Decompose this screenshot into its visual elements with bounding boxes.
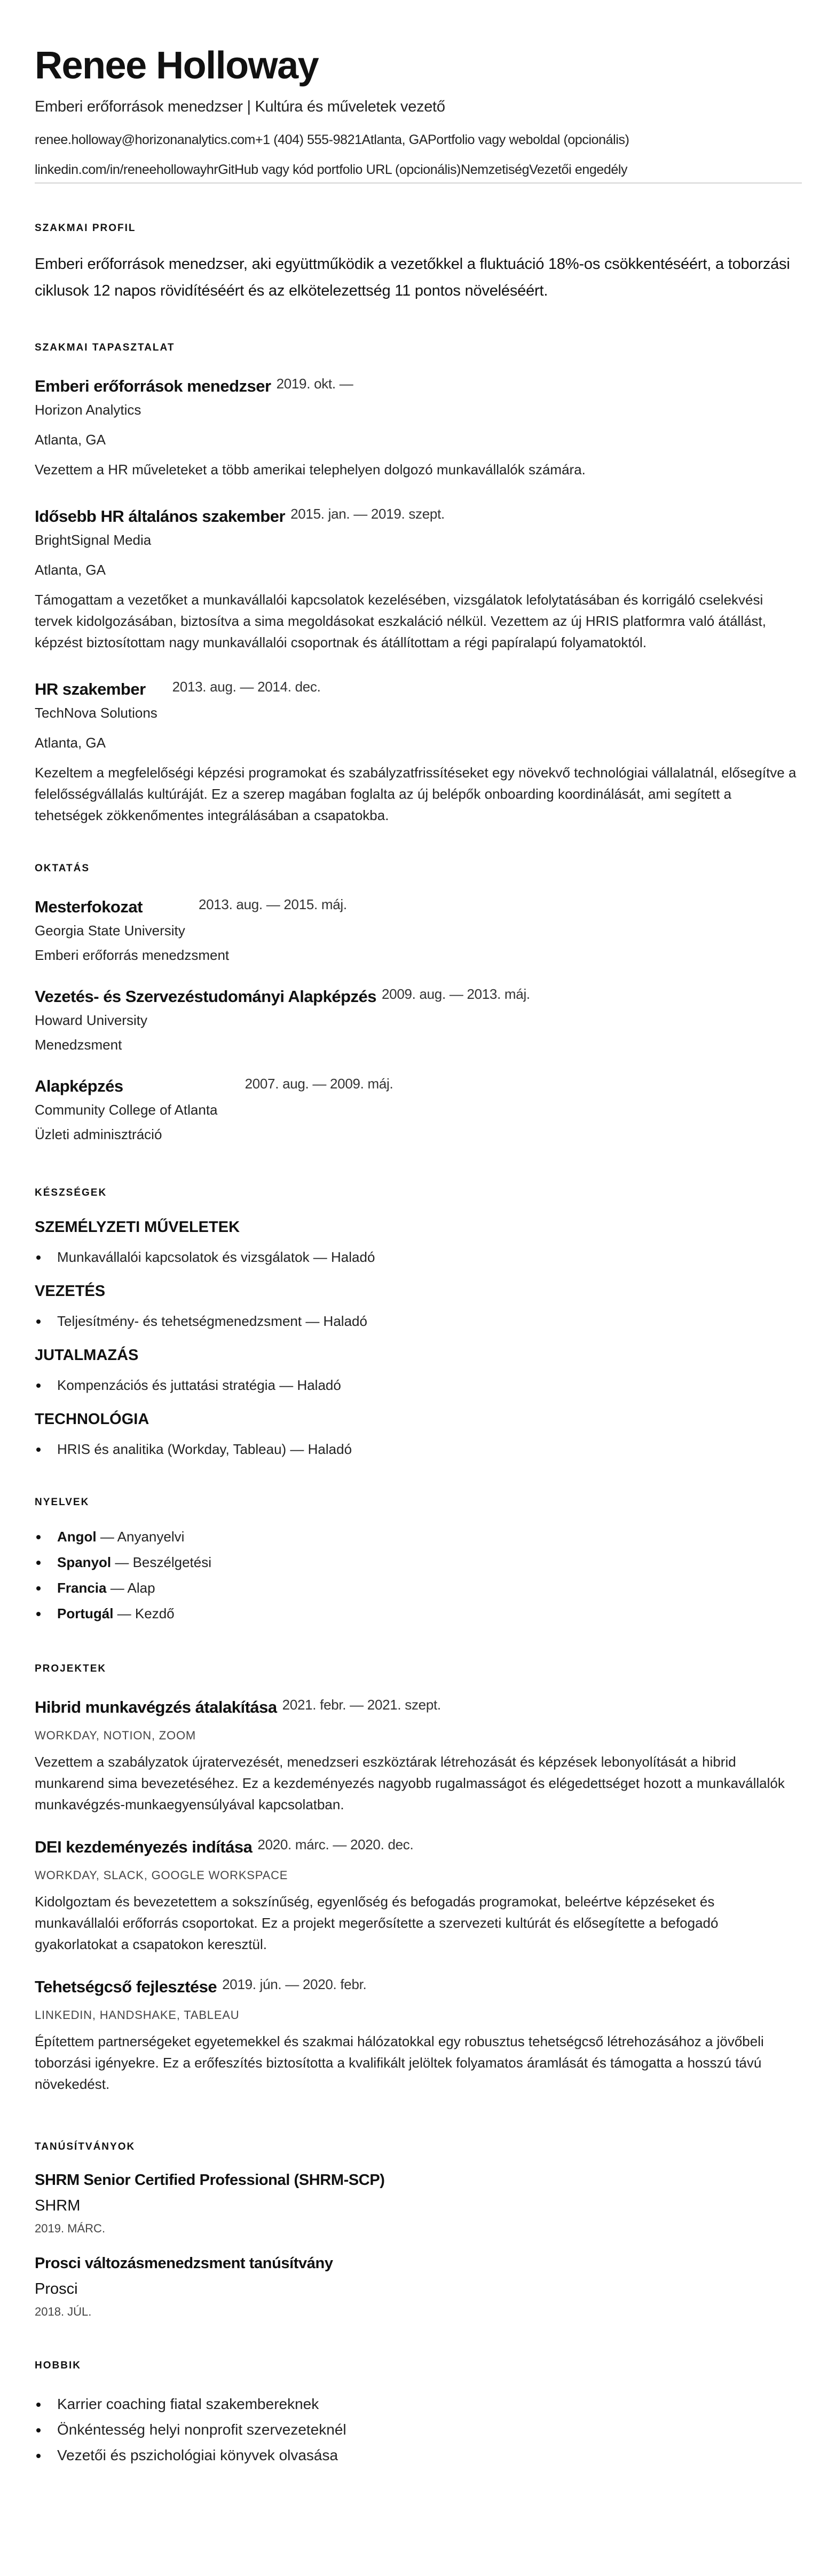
- project-description: Építettem partnerségeket egyetemekkel és szakmai hálózatokkal egy robusztus tehetségcső létrehozásához a jövőbeli toborzási igényekre. Ez a erőfeszítés biztosította a kvalifikált jelöltek folyamatos áramlását és támogatta a hosszú távú növekedést.: [35, 2033, 764, 2092]
- project-tags: WORKDAY, NOTION, ZOOM: [35, 1729, 196, 1742]
- linkedin-link[interactable]: linkedin.com/in/reneehollowayhr: [35, 162, 218, 177]
- projects-section: [35, 1663, 802, 2095]
- hobby-item: Önkéntesség helyi nonprofit szervezeteknél: [35, 2417, 802, 2443]
- school: Georgia State University: [35, 923, 185, 939]
- section-title: PROJEKTEK: [35, 1663, 107, 1674]
- project-tags: WORKDAY, SLACK, GOOGLE WORKSPACE: [35, 1869, 288, 1882]
- language-item: [35, 1549, 802, 1575]
- skill-group: [35, 1410, 802, 1460]
- field-of-study: Menedzsment: [35, 1037, 122, 1053]
- project-title: Tehetségcső fejlesztése: [35, 1977, 217, 1996]
- drivers-license: Vezetői engedély: [529, 162, 628, 177]
- hobby-item: Karrier coaching fiatal szakembereknek: [35, 2391, 802, 2417]
- project-date: 2021. febr. — 2021. szept.: [282, 1697, 441, 1713]
- certification-item: [35, 2254, 802, 2320]
- experience-item: [35, 506, 802, 653]
- section-title: KÉSZSÉGEK: [35, 1187, 107, 1198]
- skill-item: Teljesítmény- és tehetségmenedzsment — Haladó: [35, 1310, 802, 1332]
- skill-category: JUTALMAZÁS: [35, 1347, 139, 1364]
- job-description: Kezeltem a megfelelőségi képzési programokat és szabályzatfrissítéseket egy növekvő technológiai vállalatnál, elősegítve a felelősségvállalás kultúráját. Ez a szerep magában foglalta az új belépők onboarding koordinálását, ami segített a tehetségek zökkenőmentes integrálásában a csapatokba.: [35, 765, 797, 823]
- language-level: — Anyanyelvi: [96, 1529, 185, 1545]
- project-item: [35, 1976, 802, 2095]
- section-title: NYELVEK: [35, 1497, 90, 1508]
- skill-group: [35, 1218, 802, 1268]
- skills-section: [35, 1187, 802, 1460]
- section-title: SZAKMAI PROFIL: [35, 222, 136, 234]
- skill-category: VEZETÉS: [35, 1283, 106, 1300]
- language-item: [35, 1524, 802, 1549]
- degree: Vezetés- és Szervezéstudományi Alapképzés: [35, 987, 376, 1006]
- language-item: [35, 1601, 802, 1626]
- education-item: [35, 986, 802, 1054]
- resume-header: [35, 42, 802, 184]
- project-title: Hibrid munkavégzés átalakítása: [35, 1698, 277, 1716]
- job-date: 2015. jan. — 2019. szept.: [290, 506, 445, 522]
- profile-text: Emberi erőforrások menedzser, aki együttműködik a vezetőkkel a fluktuáció 18%-os csökkentéséért, a toborzási ciklusok 12 napos rövidítéséért és az elkötelezettség 11 pontos növeléséért.: [35, 256, 790, 299]
- section-title: OKTATÁS: [35, 863, 90, 874]
- project-description: Vezettem a szabályzatok újratervezését, menedzseri eszköztárak létrehozását és képzések lebonyolítását a hibrid munkarend sima bevezetéséhez. Ez a kezdeményezés nagyobb rugalmasságot és elégedettséget hozott a munkavállalók munkavégzés-munkaegyensúlyával kapcsolatban.: [35, 1754, 785, 1812]
- company: Horizon Analytics: [35, 402, 141, 418]
- language-level: — Beszélgetési: [111, 1554, 212, 1570]
- skill-item: Munkavállalói kapcsolatok és vizsgálatok — Haladó: [35, 1246, 802, 1268]
- job-location: Atlanta, GA: [35, 562, 106, 578]
- phone: +1 (404) 555-9821: [255, 132, 362, 147]
- language-name: Francia: [57, 1580, 107, 1596]
- skill-group: [35, 1282, 802, 1332]
- skill-item: HRIS és analitika (Workday, Tableau) — Haladó: [35, 1438, 802, 1460]
- project-tags: LINKEDIN, HANDSHAKE, TABLEAU: [35, 2008, 240, 2022]
- job-location: Atlanta, GA: [35, 432, 106, 448]
- skill-category: TECHNOLÓGIA: [35, 1411, 149, 1428]
- field-of-study: Emberi erőforrás menedzsment: [35, 947, 230, 963]
- job-title: HR szakember: [35, 680, 146, 698]
- education-date: 2009. aug. — 2013. máj.: [382, 986, 530, 1002]
- project-date: 2019. jún. — 2020. febr.: [222, 1976, 367, 1992]
- education-item: [35, 1076, 802, 1144]
- field-of-study: Üzleti adminisztráció: [35, 1126, 162, 1142]
- project-date: 2020. márc. — 2020. dec.: [257, 1836, 414, 1853]
- section-title: TANÚSÍTVÁNYOK: [35, 2141, 136, 2152]
- candidate-name: Renee Holloway: [35, 44, 319, 87]
- skill-item: Kompenzációs és juttatási stratégia — Haladó: [35, 1374, 802, 1396]
- project-item: [35, 1697, 802, 1815]
- hobbies-section: [35, 2359, 802, 2468]
- languages-section: [35, 1496, 802, 1626]
- profile-section: [35, 222, 802, 304]
- language-name: Portugál: [57, 1605, 114, 1621]
- degree: Mesterfokozat: [35, 897, 143, 916]
- language-item: [35, 1575, 802, 1601]
- skill-group: [35, 1346, 802, 1396]
- degree: Alapképzés: [35, 1077, 123, 1095]
- github-link[interactable]: GitHub vagy kód portfolio URL (opcionális): [218, 162, 461, 177]
- language-name: Angol: [57, 1529, 97, 1545]
- portfolio-link[interactable]: Portfolio vagy weboldal (opcionális): [428, 132, 629, 147]
- experience-item: [35, 679, 802, 826]
- school: Howard University: [35, 1012, 147, 1028]
- certifications-section: [35, 2141, 802, 2320]
- project-item: [35, 1836, 802, 1955]
- certification-name: Prosci változásmenedzsment tanúsítvány: [35, 2255, 333, 2272]
- language-level: — Kezdő: [113, 1605, 175, 1621]
- education-section: [35, 862, 802, 1144]
- job-title: Emberi erőforrások menedzser: [35, 377, 271, 395]
- job-date: 2013. aug. — 2014. dec.: [172, 679, 321, 695]
- language-name: Spanyol: [57, 1554, 112, 1570]
- education-date: 2013. aug. — 2015. máj.: [198, 896, 347, 912]
- job-description: Támogattam a vezetőket a munkavállalói kapcsolatok kezelésében, vizsgálatok lefolytatásában és korrigáló cselekvési tervek kidolgozásában, biztosítva a sima megoldásokat eszkaláció nélkül. Vezettem az új HRIS platformra való átállást, képzést biztosítottam nagy munkavállalói csoportnak és átállítottam a régi papíralapú folyamatoktól.: [35, 592, 767, 650]
- nationality: Nemzetiség: [461, 162, 530, 177]
- email-link[interactable]: renee.holloway@horizonanalytics.com: [35, 132, 255, 147]
- headline: Emberi erőforrások menedzser | Kultúra és műveletek vezető: [35, 98, 445, 115]
- certification-item: [35, 2170, 802, 2237]
- certification-issuer: SHRM: [35, 2197, 81, 2214]
- section-title: HOBBIK: [35, 2360, 81, 2371]
- company: TechNova Solutions: [35, 705, 157, 721]
- education-date: 2007. aug. — 2009. máj.: [245, 1076, 393, 1092]
- experience-section: [35, 341, 802, 826]
- education-item: [35, 896, 802, 965]
- skill-category: SZEMÉLYZETI MŰVELETEK: [35, 1219, 240, 1236]
- location: Atlanta, GA: [361, 132, 428, 147]
- job-description: Vezettem a HR műveleteket a több amerikai telephelyen dolgozó munkavállalók számára.: [35, 462, 586, 478]
- contact-line-1: [35, 129, 802, 150]
- experience-item: [35, 376, 802, 480]
- certification-issuer: Prosci: [35, 2280, 78, 2297]
- certification-date: 2019. MÁRC.: [35, 2222, 106, 2235]
- contact-line-2: [35, 159, 802, 184]
- school: Community College of Atlanta: [35, 1102, 218, 1118]
- job-location: Atlanta, GA: [35, 735, 106, 751]
- certification-date: 2018. JÚL.: [35, 2305, 92, 2318]
- project-title: DEI kezdeményezés indítása: [35, 1838, 253, 1856]
- language-level: — Alap: [106, 1580, 155, 1596]
- job-title: Idősebb HR általános szakember: [35, 507, 286, 526]
- section-title: SZAKMAI TAPASZTALAT: [35, 342, 175, 353]
- job-date: 2019. okt. —: [276, 376, 353, 392]
- certification-name: SHRM Senior Certified Professional (SHRM-SCP): [35, 2172, 385, 2189]
- project-description: Kidolgoztam és bevezetettem a sokszínűség, egyenlőség és befogadás programokat, beleértve képzéseket és munkavállalói erőforrás csoportokat. Ez a projekt megerősítette a szervezeti kultúrát és elősegítette a befogadó gyakorlatokat a csapatokon keresztül.: [35, 1894, 719, 1952]
- company: BrightSignal Media: [35, 532, 152, 548]
- hobby-item: Vezetői és pszichológiai könyvek olvasása: [35, 2443, 802, 2468]
